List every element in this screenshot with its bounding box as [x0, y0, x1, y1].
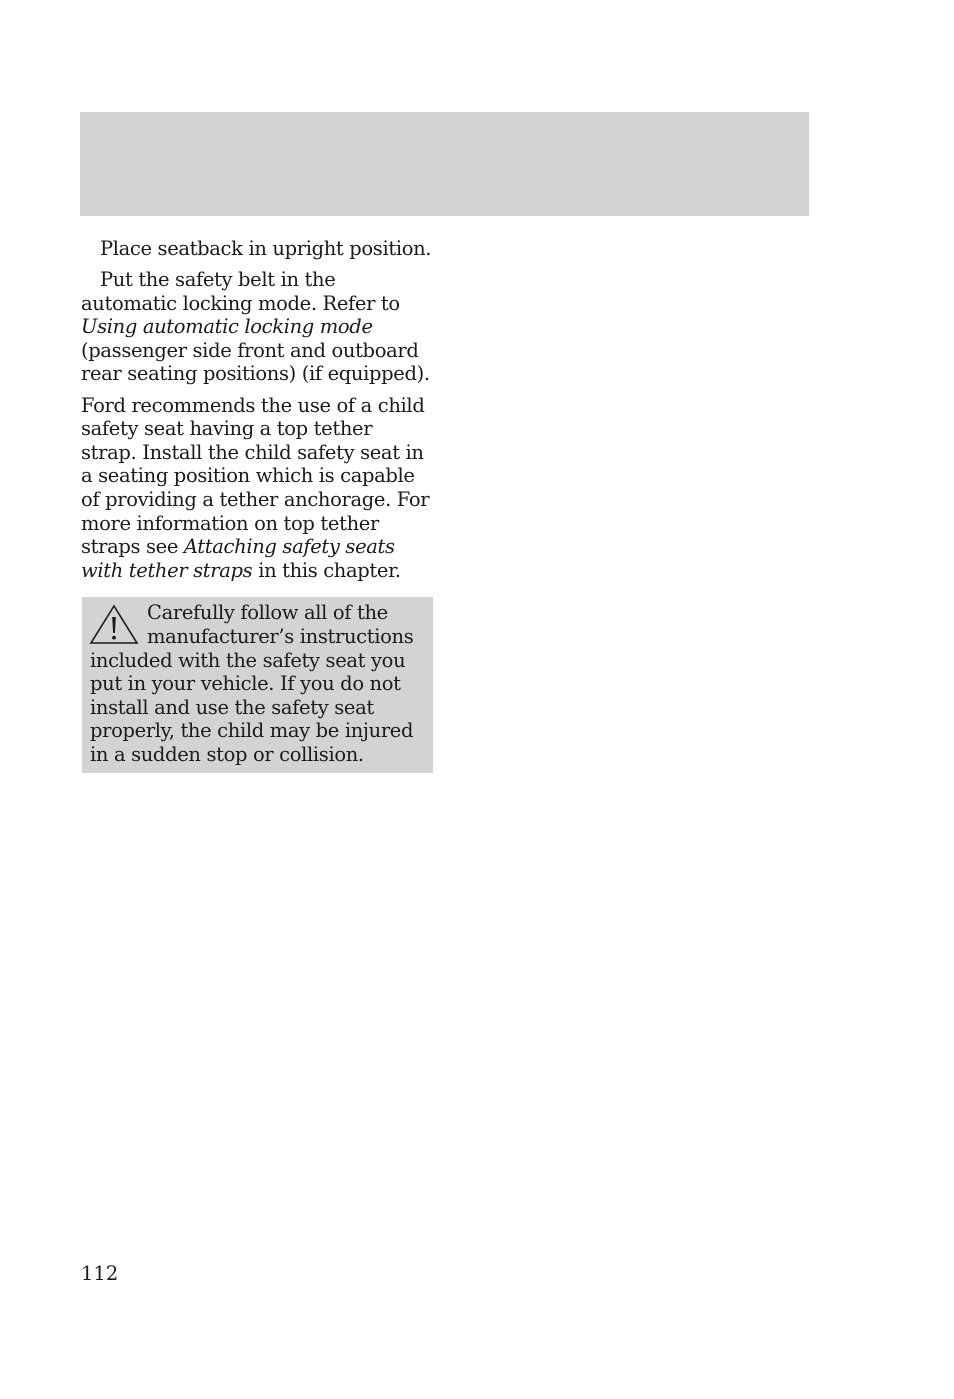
warning-text: Carefully follow all of the manufacturer’s instructions included with the safety seat you put in your vehicle. If you do not install and use the safety seat properly, the child may be injured in a sudden stop or collision.: [90, 601, 414, 766]
locking-mode-reference: Using automatic locking mode: [81, 315, 373, 339]
warning-triangle-icon: [89, 604, 139, 646]
tether-text-before: Ford recommends the use of a child safety seat having a top tether strap. Install the child safety seat in a seating position which is capable of providing a tether anchorage. For more information on top tether straps see: [81, 393, 430, 559]
page-number: 112: [81, 1262, 119, 1285]
tether-text-after: in this chapter.: [252, 558, 401, 582]
header-band: [80, 112, 809, 216]
paragraph-locking-mode: [81, 268, 433, 386]
text-column: [81, 237, 433, 773]
tether-straps-reference: Attaching safety seats with tether straps: [81, 535, 395, 582]
locking-text-before: Put the safety belt in the automatic locking mode. Refer to: [81, 268, 400, 315]
paragraph-tether-recommendation: [81, 394, 433, 583]
locking-text-after: (passenger side front and outboard rear seating positions) (if equipped).: [81, 338, 430, 386]
warning-box: [82, 597, 433, 773]
paragraph-seatback: Place seatback in upright position.: [100, 237, 432, 260]
